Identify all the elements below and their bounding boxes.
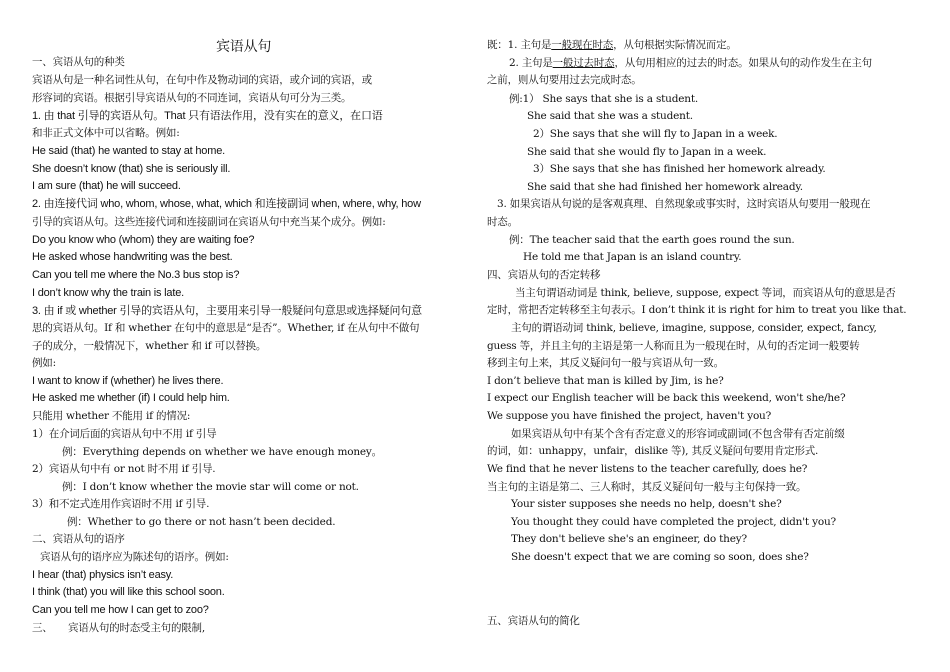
right-text-line: 如果宾语从句中有某个含有否定意义的形容词或副词(不包含带有否定前缀	[511, 428, 845, 440]
left-text-line: 3. 由 if 或 whether 引导的宾语从句，主要用来引导一般疑问句意思或选择疑问句意	[32, 305, 422, 317]
right-text-line: She said that she had finished her homework already.	[527, 181, 803, 193]
right-text-line: 定时，常把否定转移至主句表示。I don’t think it is right for him to treat you like that.	[487, 304, 907, 316]
right-text-line: guess 等，并且主句的主语是第一人称而且为一般现在时，从句的否定词一般要转	[487, 340, 860, 352]
right-text-line: 3）She says that she has finished her homework already.	[533, 163, 826, 175]
left-text-line: I don’t know why the train is late.	[32, 287, 184, 299]
left-text-line: He asked me whether (if) I could help him.	[32, 392, 230, 404]
text-segment: 既：1. 主句是	[487, 39, 552, 51]
right-text-line: 的词，如：unhappy，unfair，dislike 等), 其反义疑问句要用肯定形式.	[487, 445, 819, 457]
left-text-line: 2）宾语从句中有 or not 时不用 if 引导.	[32, 463, 216, 475]
right-text-line: I expect our English teacher will be back this weekend, won't she/he?	[487, 392, 846, 404]
left-text-line: 宾语从句是一种名词性从句，在句中作及物动词的宾语，或介词的宾语，或	[32, 74, 372, 86]
left-text-line: 一、宾语从句的种类	[32, 56, 125, 68]
right-text-line: She said that she would fly to Japan in a week.	[527, 146, 767, 158]
right-text-line: 例：The teacher said that the earth goes round the sun.	[509, 234, 795, 246]
left-text-line: 形容词的宾语。根据引导宾语从句的不同连词，宾语从句可分为三类。	[32, 92, 352, 104]
right-text-line: 四、宾语从句的否定转移	[487, 269, 601, 281]
right-text-line: We suppose you have finished the project, haven't you?	[487, 410, 772, 422]
left-text-line: 二、宾语从句的语序	[32, 533, 125, 545]
right-text-line: 当主句谓语动词是 think, believe, suppose, expect 等词，而宾语从句的意思是否	[515, 287, 896, 299]
right-text-line	[509, 56, 872, 70]
right-text-line: They don't believe she's an engineer, do they?	[511, 533, 747, 545]
right-text-line: 当主句的主语是第二、三人称时，其反义疑问句一般与主句保持一致。	[487, 481, 807, 493]
left-text-line: 子的成分，一般情况下，whether 和 if 可以替换。	[32, 340, 267, 352]
left-text-line: 只能用 whether 不能用 if 的情况:	[32, 410, 191, 422]
right-text-line: 2）She says that she will fly to Japan in a week.	[533, 128, 778, 140]
right-text-line: I don’t believe that man is killed by Jim, is he?	[487, 375, 724, 387]
left-text-line: 宾语从句的语序应为陈述句的语序。例如:	[40, 551, 229, 563]
right-text-line: You thought they could have completed the project, didn't you?	[511, 516, 836, 528]
left-text-line: 3）和不定式连用作宾语时不用 if 引导.	[32, 498, 210, 510]
left-text-line: 1. 由 that 引导的宾语从句。That 只有语法作用，没有实在的意义，在口语	[32, 110, 383, 122]
left-text-line: 思的宾语从句。If 和 whether 在句中的意思是“是否”。Whether, if 在从句中不做句	[32, 322, 420, 334]
text-segment: 2. 主句是	[509, 57, 553, 69]
right-text-line: 移到主句上来，其反义疑问句一般与宾语从句一致。	[487, 357, 724, 369]
right-text-line: She doesn't expect that we are coming so soon, does she?	[511, 551, 809, 563]
left-text-line: 例如:	[32, 357, 56, 369]
left-text-line: 引导的宾语从句。这些连接代词和连接副词在宾语从句中充当某个成分。例如:	[32, 216, 386, 228]
left-text-line: He said (that) he wanted to stay at home.	[32, 145, 225, 157]
left-text-line: Can you tell me how I can get to zoo?	[32, 604, 209, 616]
left-text-line: I think (that) you will like this school soon.	[32, 586, 225, 598]
text-segment: ，从句根据实际情况而定。	[613, 39, 737, 51]
left-text-line: She doesn’t know (that) she is seriously ill.	[32, 163, 231, 175]
left-text-line: 例：Everything depends on whether we have enough money。	[62, 446, 382, 458]
right-text-line: Your sister supposes she needs no help, doesn't she?	[511, 498, 782, 510]
left-text-line: I want to know if (whether) he lives there.	[32, 375, 224, 387]
left-text-line: I hear (that) physics isn’t easy.	[32, 569, 174, 581]
left-text-line: 1）在介词后面的宾语从句中不用 if 引导	[32, 428, 217, 440]
right-text-line: 3. 如果宾语从句说的是客观真理、自然现象或事实时，这时宾语从句要用一般现在	[497, 198, 871, 210]
underlined-term: 一般现在时态	[551, 39, 614, 51]
right-text-line: 五、宾语从句的简化	[487, 615, 580, 627]
right-text-line	[487, 38, 737, 52]
underlined-term: 一般过去时态	[552, 57, 615, 69]
left-text-line: Do you know who (whom) they are waiting foe?	[32, 234, 255, 246]
right-text-line: 例:1） She says that she is a student.	[509, 93, 698, 105]
page-title: 宾语从句	[216, 39, 272, 55]
right-text-line: 之前，则从句要用过去完成时态。	[487, 74, 642, 86]
left-text-line: I am sure (that) he will succeed.	[32, 180, 181, 192]
left-text-line: 例：Whether to go there or not hasn’t been decided.	[67, 516, 336, 528]
right-text-line: We find that he never listens to the teacher carefully, does he?	[487, 463, 808, 475]
left-text-line: 三、 宾语从句的时态受主句的限制,	[32, 622, 205, 634]
left-text-line: 和非正式文体中可以省略。例如:	[32, 127, 180, 139]
left-text-line: He asked whose handwriting was the best.	[32, 251, 233, 263]
right-text-line: 主句的谓语动词 think, believe, imagine, suppose, consider, expect, fancy,	[511, 322, 877, 334]
right-text-line: She said that she was a student.	[527, 110, 693, 122]
right-text-line: 时态。	[487, 216, 518, 228]
left-text-line: Can you tell me where the No.3 bus stop is?	[32, 269, 240, 281]
left-text-line: 例：I don’t know whether the movie star will come or not.	[62, 481, 359, 493]
left-text-line: 2. 由连接代词 who, whom, whose, what, which 和连接副词 when, where, why, how	[32, 198, 421, 210]
text-segment: ，从句用相应的过去的时态。如果从句的动作发生在主句	[614, 57, 872, 69]
right-text-line: He told me that Japan is an island country.	[523, 251, 742, 263]
